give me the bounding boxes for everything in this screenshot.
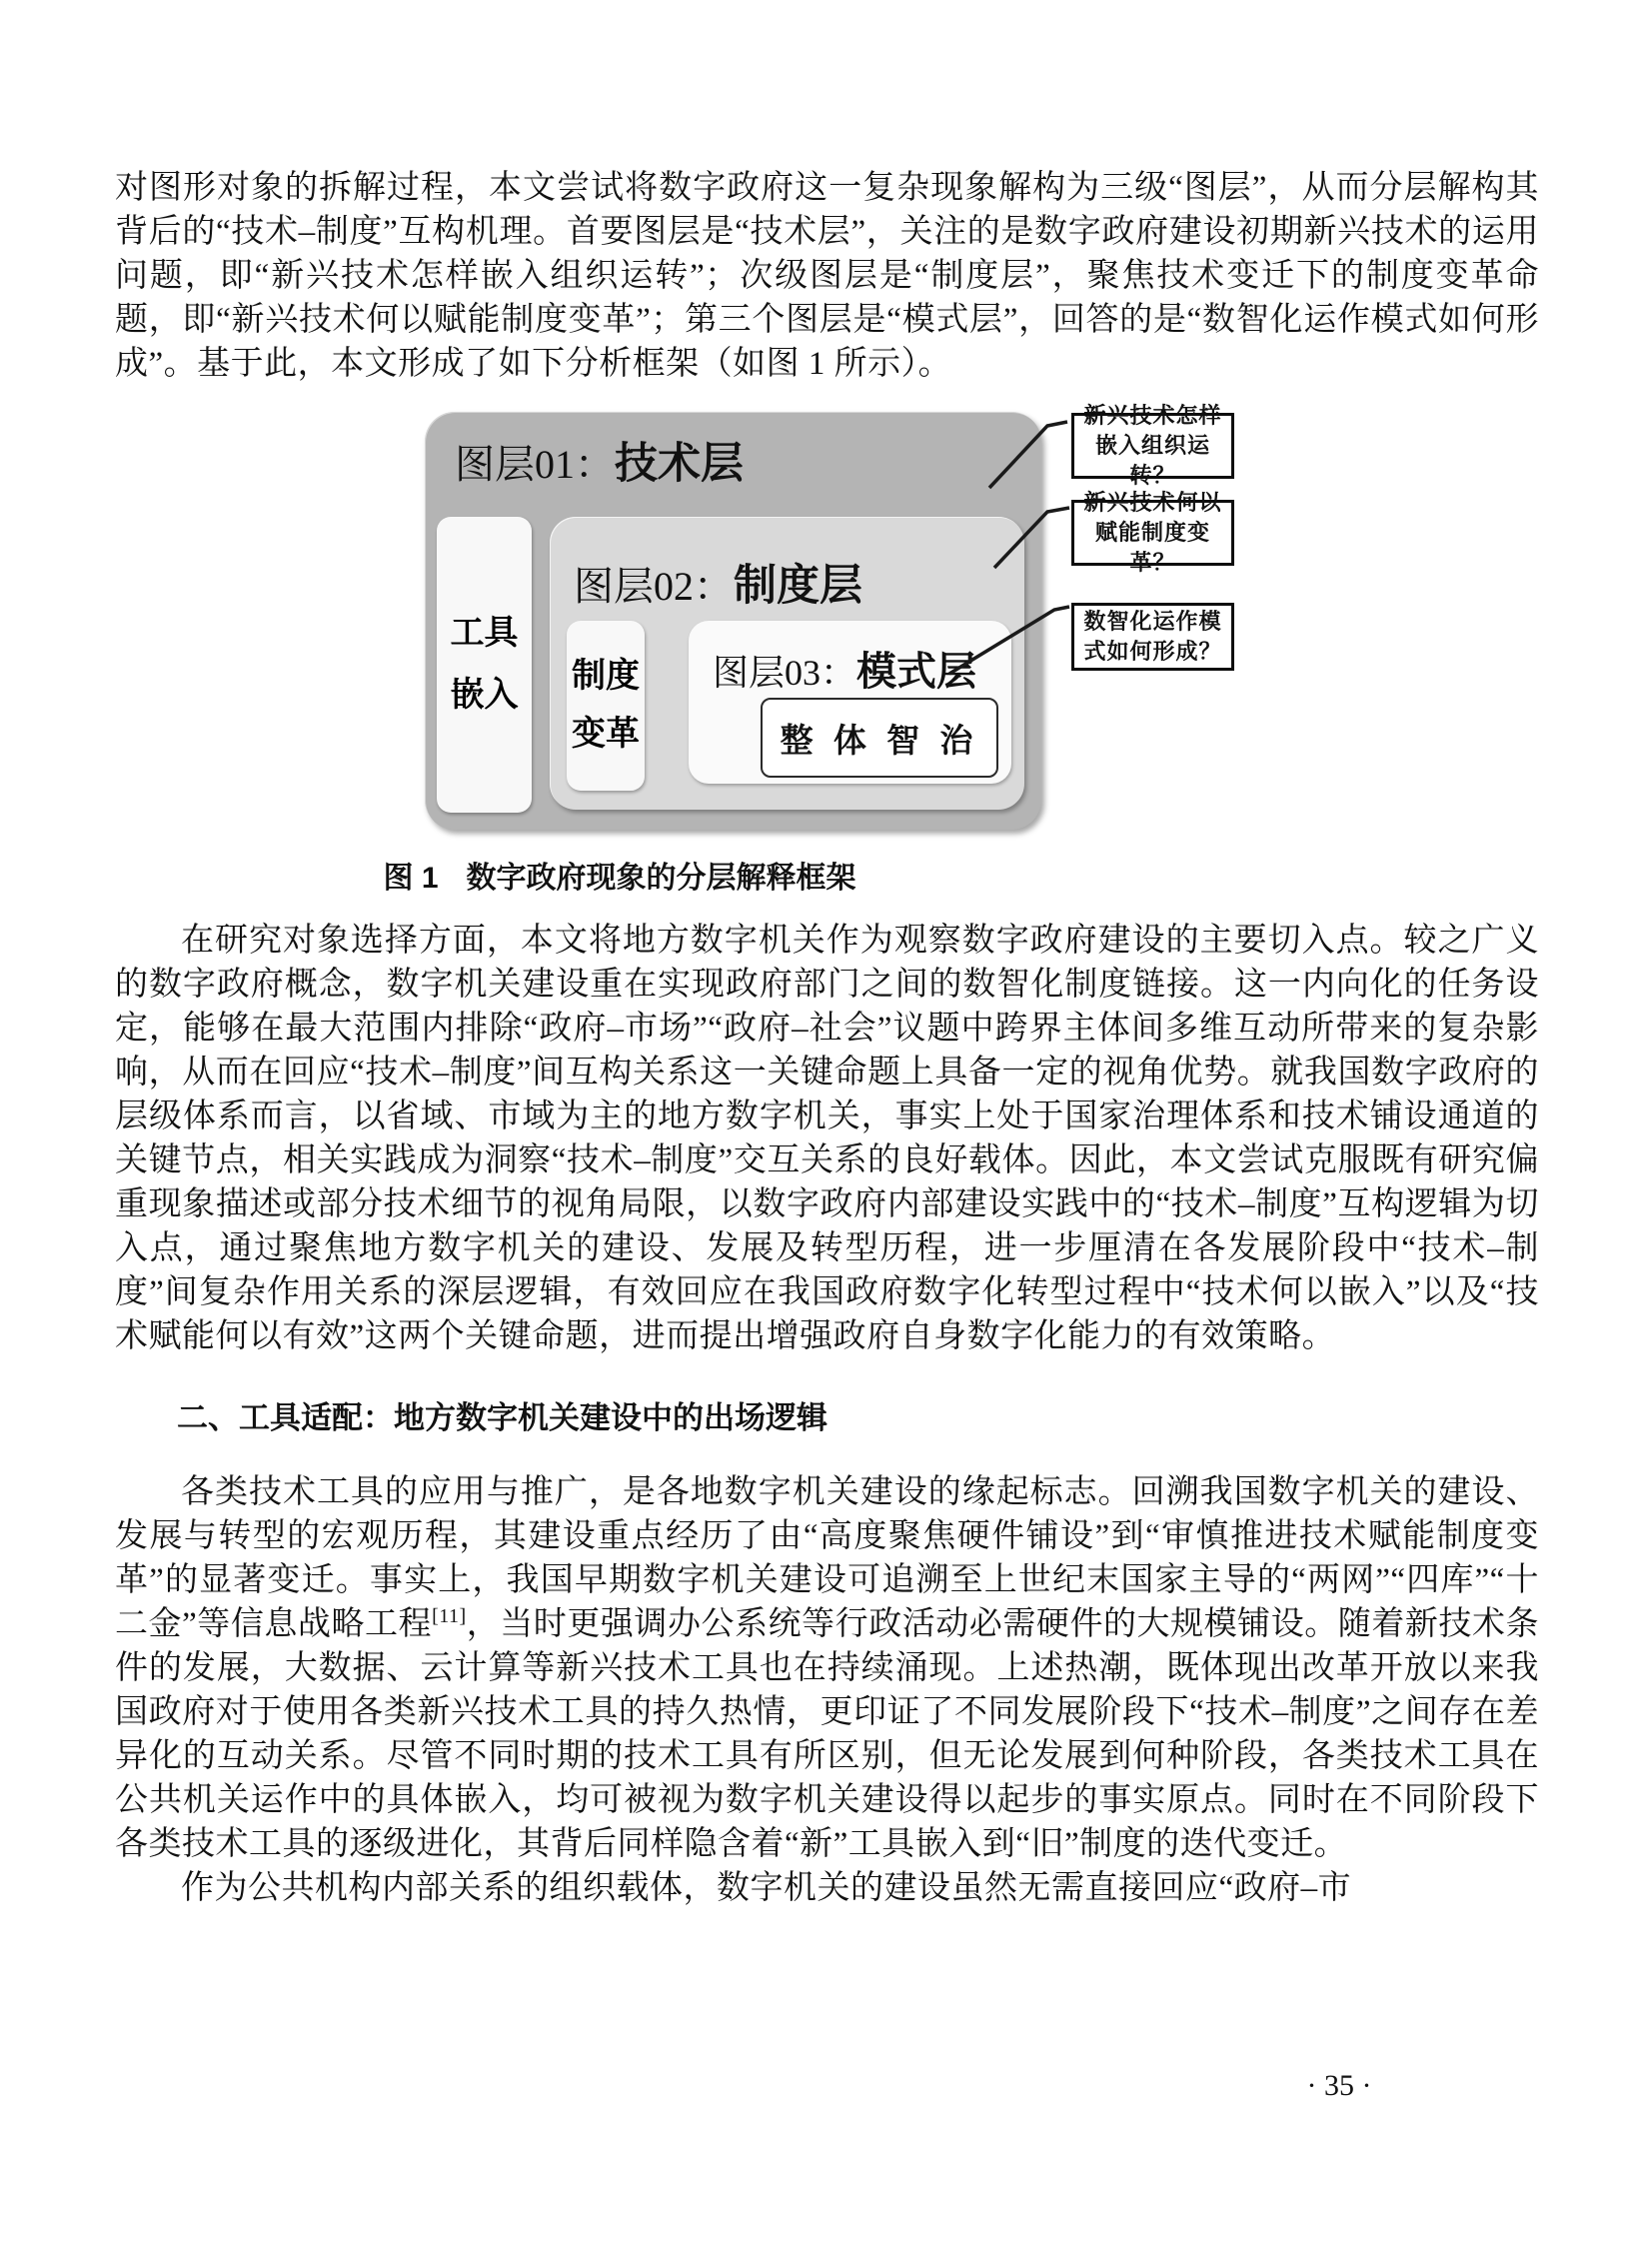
paragraph-2: 在研究对象选择方面，本文将地方数字机关作为观察数字政府建设的主要切入点。较之广义的数字政府概念，数字机关建设重在实现政府部门之间的数智化制度链接。这一内向化的任务设定，能够在最大范围内排除“政府–市场”“政府–社会”议题中跨界主体间多维互动所带来的复杂影响，从而在回应“技术–制度”间互构关系这一关键命题上具备一定的视角优势。就我国数字政府的层级体系而言，以省域、市域为主的地方数字机关，事实上处于国家治理体系和技术铺设通道的关键节点，相关实践成为洞察“技术–制度”交互关系的良好载体。因此，本文尝试克服既有研究偏重现象描述或部分技术细节的视角局限，以数字政府内部建设实践中的“技术–制度”互构逻辑为切入点，通过聚焦地方数字机关的建设、发展及转型历程，进一步厘清在各发展阶段中“技术–制度”间复杂作用关系的深层逻辑，有效回应在我国政府数字化转型过程中“技术何以嵌入”以及“技术赋能何以有效”这两个关键命题，进而提出增强政府自身数字化能力的有效策略。 [115, 923, 1539, 1354]
layer3-name: 模式层 [856, 650, 977, 694]
institution-change-box [567, 621, 645, 791]
figure-1 [115, 403, 1539, 843]
text-column [115, 166, 1539, 1910]
tool-embed-box [437, 517, 532, 813]
layer3-prefix: 图层03： [713, 653, 857, 693]
tool-embed-line1: 工具 [450, 615, 519, 652]
figure-1-caption [160, 859, 1079, 899]
callout-box-1 [1071, 403, 1234, 488]
paragraph-4: 作为公共机构内部关系的组织载体，数字机关的建设虽然无需直接回应“政府–市 [181, 1870, 1352, 1906]
figure-layer1-label [455, 430, 744, 491]
figure-layer2-label [574, 552, 862, 613]
holistic-governance-label: 整 体 智 治 [780, 723, 979, 760]
institution-change-line2: 变革 [572, 716, 640, 753]
callout1-line2: 嵌入组织运转？ [1094, 433, 1210, 488]
paragraph-3 [115, 1470, 1539, 1866]
layer2-name: 制度层 [734, 562, 862, 610]
callout3-line1: 数智化运作模 [1083, 609, 1222, 634]
callout2-line1: 新兴技术何以 [1083, 490, 1222, 515]
reference-11-superscript[interactable]: [11] [432, 1605, 467, 1627]
figure-caption-text: 数字政府现象的分层解释框架 [466, 862, 856, 895]
figure-caption-label: 图 1 [383, 862, 439, 895]
layer1-name: 技术层 [615, 440, 744, 488]
institution-change-line1: 制度 [572, 658, 640, 695]
holistic-governance-box [761, 698, 998, 778]
callout-box-2 [1071, 490, 1234, 575]
callout2-line2: 赋能制度变革？ [1094, 520, 1210, 575]
paragraph-1: 对图形对象的拆解过程，本文尝试将数字政府这一复杂现象解构为三级“图层”，从而分层解构其背后的“技术–制度”互构机理。首要图层是“技术层”，关注的是数字政府建设初期新兴技术的运用问题，即“新兴技术怎样嵌入组织运转”；次级图层是“制度层”，聚焦技术变迁下的制度变革命题，即“新兴技术何以赋能制度变革”；第三个图层是“模式层”，回答的是“数智化运作模式如何形成”。基于此，本文形成了如下分析框架（如图 1 所示）。 [115, 170, 1539, 382]
paragraph-3-text-before-ref: 各类技术工具的应用与推广，是各地数字机关建设的缘起标志。回溯我国数字机关的建设、发展与转型的宏观历程，其建设重点经历了由“高度聚焦硬件铺设”到“审慎推进技术赋能制度变革”的显著变迁。事实上，我国早期数字机关建设可追溯至上世纪末国家主导的“两网”“四库”“十二金”等信息战略工程 [115, 1474, 1539, 1642]
tool-embed-line2: 嵌入 [450, 677, 519, 714]
figure-layer3-label [713, 640, 976, 697]
callout-box-3 [1071, 603, 1234, 671]
paragraph-3-text-after-ref: ，当时更强调办公系统等行政活动必需硬件的大规模铺设。随着新技术条件的发展，大数据、云计算等新兴技术工具也在持续涌现。上述热潮，既体现出改革开放以来我国政府对于使用各类新兴技术工具的持久热情，更印证了不同发展阶段下“技术–制度”之间存在差异化的互动关系。尽管不同时期的技术工具有所区别，但无论发展到何种阶段，各类技术工具在公共机关运作中的具体嵌入，均可被视为数字机关建设得以起步的事实原点。同时在不同阶段下各类技术工具的逐级进化，其背后同样隐含着“新”工具嵌入到“旧”制度的迭代变迁。 [115, 1606, 1540, 1862]
callout1-line1: 新兴技术怎样 [1083, 403, 1222, 428]
layer1-prefix: 图层01： [455, 442, 615, 487]
section-heading-2: 二、工具适配：地方数字机关建设中的出场逻辑 [177, 1400, 827, 1435]
page-number: · 35 · [1306, 2069, 1372, 2102]
layer2-prefix: 图层02： [574, 564, 734, 609]
callout3-line2: 式如何形成？ [1083, 639, 1222, 664]
